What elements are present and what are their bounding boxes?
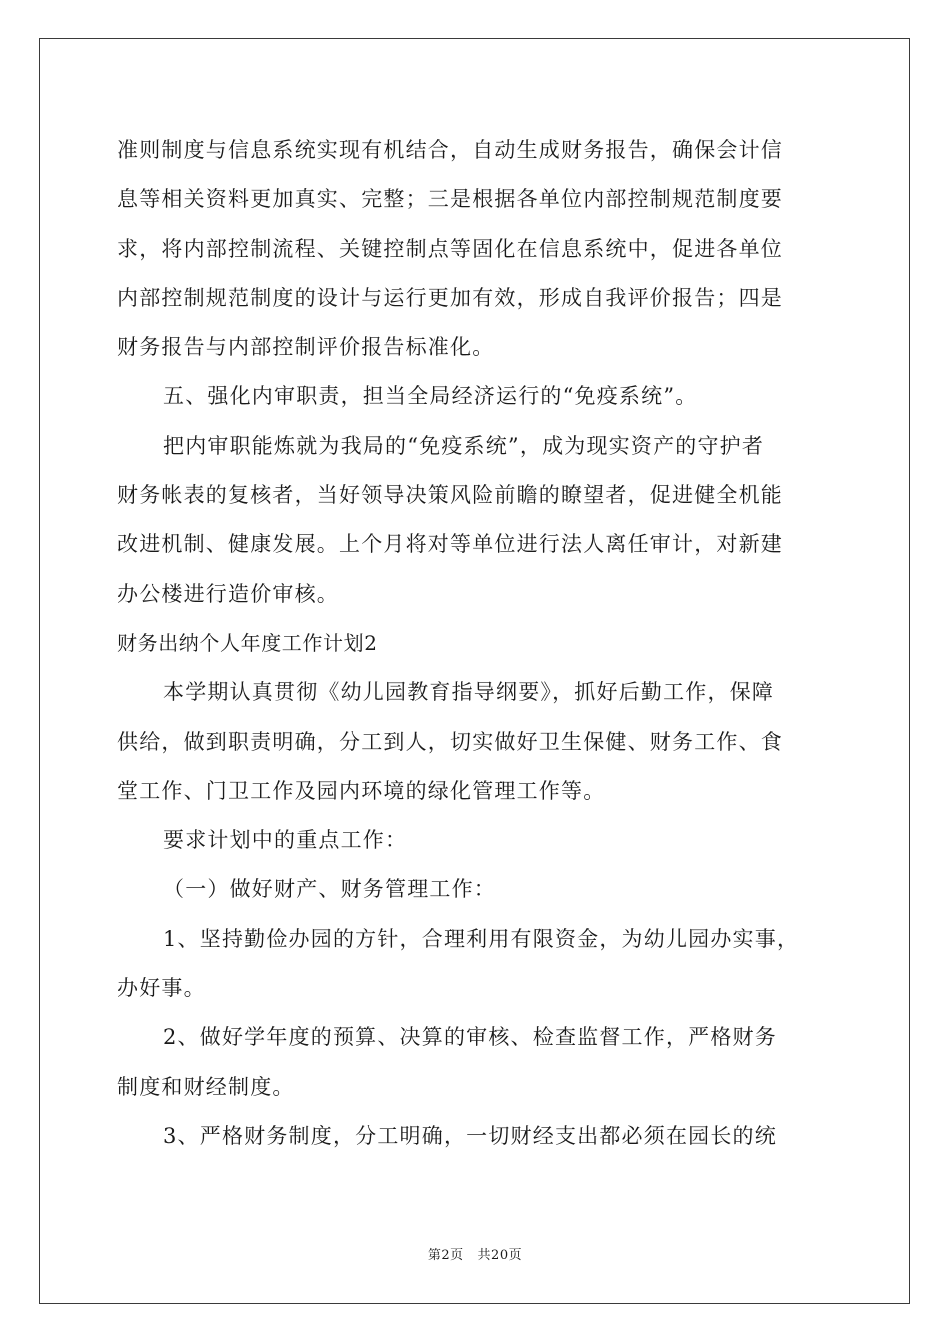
page-footer: 第2页 共20页 <box>427 1248 523 1263</box>
text-line: 办好事。 <box>117 976 206 1001</box>
text-line: 息等相关资料更加真实、完整；三是根据各单位内部控制规范制度要 <box>117 187 783 212</box>
text-line: 要求计划中的重点工作： <box>163 828 408 853</box>
text-line: 财务帐表的复核者，当好领导决策风险前瞻的瞭望者，促进健全机能 <box>117 483 783 508</box>
text-line: 改进机制、健康发展。上个月将对等单位进行法人离任审计，对新建 <box>117 532 783 557</box>
text-line: 3、严格财务制度，分工明确，一切财经支出都必须在园长的统 <box>163 1123 777 1148</box>
text-line: 2、做好学年度的预算、决算的审核、检查监督工作，严格财务 <box>163 1025 777 1050</box>
text-line: 把内审职能炼就为我局的“免疫系统”，成为现实资产的守护者 <box>163 433 765 458</box>
text-line: 求，将内部控制流程、关键控制点等固化在信息系统中，促进各单位 <box>117 236 783 261</box>
document-body <box>117 126 837 1161</box>
section-heading: 财务出纳个人年度工作计划2 <box>117 630 378 655</box>
text-line: 准则制度与信息系统实现有机结合，自动生成财务报告，确保会计信 <box>117 138 783 162</box>
text-line: 五、强化内审职责，担当全局经济运行的“免疫系统”。 <box>163 384 698 409</box>
text-line: 堂工作、门卫工作及园内环境的绿化管理工作等。 <box>117 778 606 803</box>
text-line: （一）做好财产、财务管理工作： <box>163 877 496 902</box>
text-line: 制度和财经制度。 <box>117 1074 295 1099</box>
text-line: 办公楼进行造价审核。 <box>117 581 339 606</box>
text-line: 财务报告与内部控制评价报告标准化。 <box>117 335 495 360</box>
text-line: 内部控制规范制度的设计与运行更加有效，形成自我评价报告；四是 <box>117 285 783 310</box>
text-line: 1、坚持勤俭办园的方针，合理利用有限资金，为幼儿园办实事， <box>163 926 800 951</box>
text-line: 本学期认真贯彻《幼儿园教育指导纲要》，抓好后勤工作，保障 <box>163 680 775 705</box>
text-line: 供给，做到职责明确，分工到人，切实做好卫生保健、财务工作、食 <box>117 729 783 754</box>
